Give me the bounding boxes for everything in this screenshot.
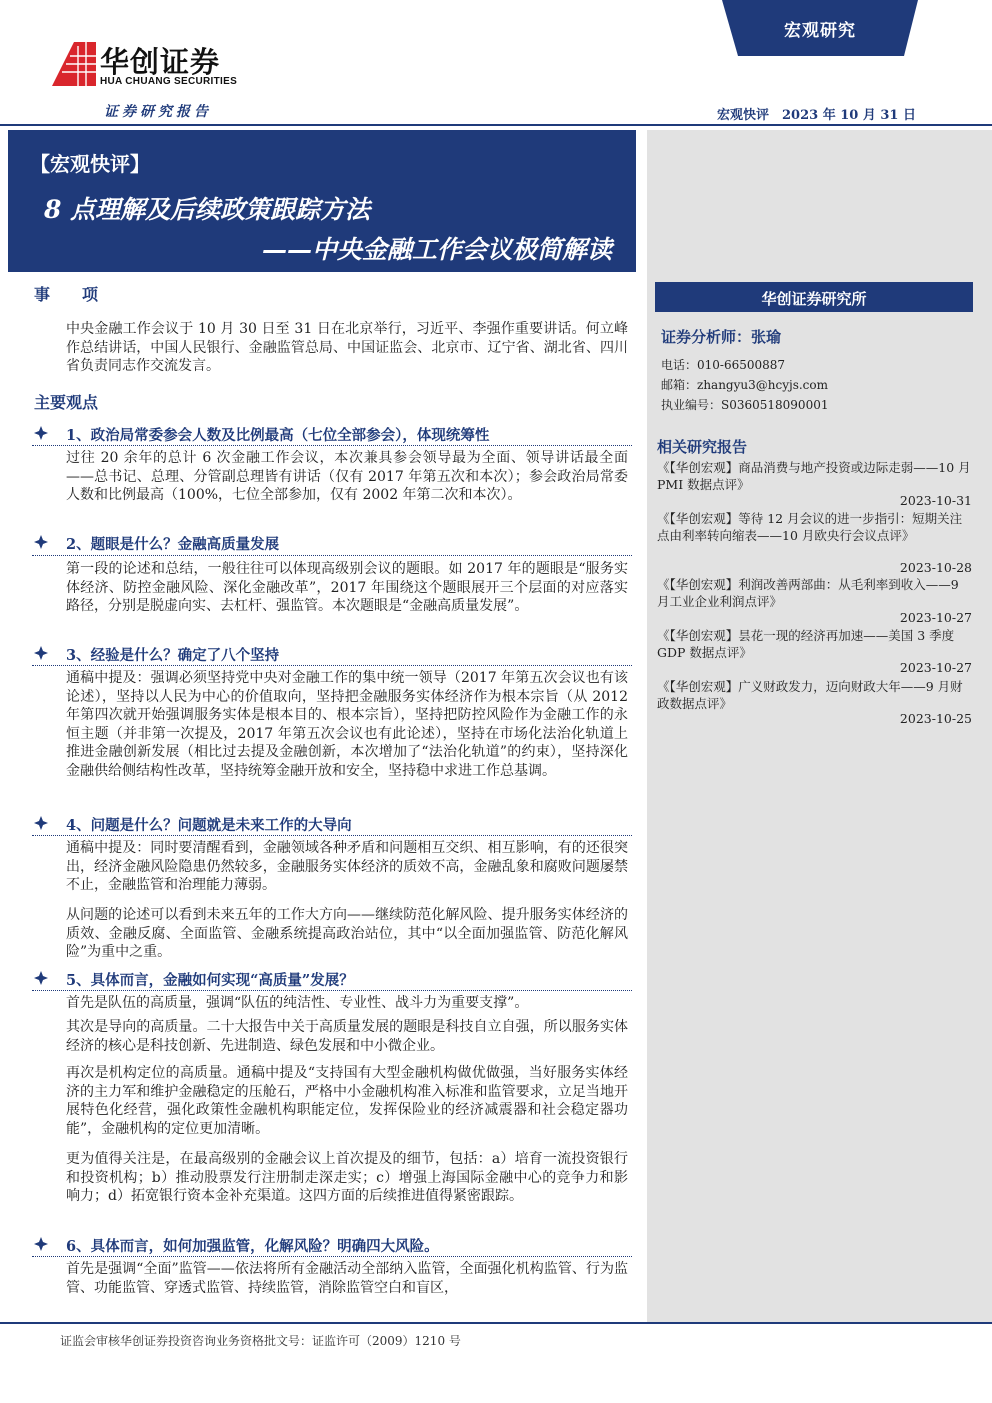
point-paragraph: 首先是强调“全面”监管——依法将所有金融活动全部纳入监管，全面强化机构监管、行为监管、功能监管、穿透式监管、持续监管，消除监管空白和盲区， bbox=[66, 1261, 628, 1296]
point-title: 2、题眼是什么？金融高质量发展 bbox=[66, 536, 280, 553]
point-heading bbox=[34, 644, 634, 664]
point-title: 1、政治局常委参会人数及比例最高（七位全部参会），体现统筹性 bbox=[66, 427, 490, 444]
related-report-title[interactable]: 《【华创宏观】等待 12 月会议的进一步指引：短期关注点由利率转向缩表——10 月欧央行会议点评》 bbox=[657, 511, 963, 543]
dotted-divider bbox=[32, 1256, 632, 1257]
related-report-title[interactable]: 《【华创宏观】商品消费与地产投资或边际走弱——10 月 PMI 数据点评》 bbox=[657, 460, 971, 492]
diamond-bullet-icon bbox=[34, 1237, 48, 1251]
related-report-title[interactable]: 《【华创宏观】昙花一现的经济再加速——美国 3 季度 GDP 数据点评》 bbox=[657, 628, 955, 660]
institute-name: 华创证券研究所 bbox=[761, 290, 867, 308]
related-report-title[interactable]: 《【华创宏观】利润改善两部曲：从毛利率到收入——9 月工业企业利润点评》 bbox=[657, 577, 959, 609]
point-title: 4、问题是什么？问题就是未来工作的大导向 bbox=[66, 817, 352, 834]
point-heading bbox=[34, 533, 634, 553]
point-heading bbox=[34, 424, 634, 444]
point-title: 3、经验是什么？确定了八个坚持 bbox=[66, 647, 280, 664]
analyst-license: 执业编号：S0360518090001 bbox=[661, 398, 829, 412]
point-paragraph: 通稿中提及：同时要清醒看到，金融领域各种矛盾和问题相互交织、相互影响，有的还很突出，经济金融风险隐患仍然较多，金融服务实体经济的质效不高，金融乱象和腐败问题屡禁不止，金融监管和治理能力薄弱。 bbox=[66, 840, 628, 894]
point-paragraph: 再次是机构定位的高质量。通稿中提及“支持国有大型金融机构做优做强，当好服务实体经济的主力军和维护金融稳定的压舱石，严格中小金融机构准入标准和监管要求，立足当地开展特色化经营，强化政策性金融机构职能定位，发挥保险业的经济减震器和社会稳定器功能”，金融机构的定位更加清晰。 bbox=[66, 1065, 628, 1137]
event-text: 中央金融工作会议于 10 月 30 日至 31 日在北京举行，习近平、李强作重要讲话。何立峰作总结讲话，中国人民银行、金融监管总局、中国证监会、北京市、辽宁省、湖北省、四川省负责同志作交流发言。 bbox=[66, 321, 628, 375]
point-paragraph: 过往 20 余年的总计 6 次金融工作会议，本次兼具参会领导最为全面、领导讲话最全面——总书记、总理、分管副总理皆有讲话（仅有 2017 年第五次和本次）；参会政治局常委人数和比例最高（100%，七位全部参加，仅有 2002 年第二次和本次）。 bbox=[66, 450, 628, 504]
footer-license: 证监会审核华创证券投资咨询业务资格批文号：证监许可（2009）1210 号 bbox=[60, 1334, 461, 1348]
diamond-bullet-icon bbox=[34, 426, 48, 440]
related-reports-title: 相关研究报告 bbox=[657, 438, 748, 456]
point-heading bbox=[34, 814, 634, 834]
related-report-title[interactable]: 《【华创宏观】广义财政发力，迈向财政大年——9 月财政数据点评》 bbox=[657, 679, 963, 711]
company-name-cn: 华创证券 bbox=[100, 45, 221, 79]
point-paragraph: 通稿中提及：强调必须坚持党中央对金融工作的集中统一领导（2017 年第五次会议也有该论述），坚持以人民为中心的价值取向，坚持把金融服务实体经济作为根本宗旨（从 2012 年第四次就开始强调服务实体是根本目的、根本宗旨），坚持把防控风险作为金融工作的永恒主题（并非第一次提及，2017 年第五次会议也有此论述），坚持在市场化法治化轨道上推进金融创新发展（相比过去提及金融创新，本次增加了“法治化轨道”的约束），坚持深化金融供给侧结构性改革，坚持统筹金融开放和安全，坚持稳中求进工作总基调。 bbox=[66, 670, 628, 779]
diamond-bullet-icon bbox=[34, 646, 48, 660]
category-tab: 宏观研究 bbox=[784, 21, 856, 41]
analyst-phone: 电话：010-66500887 bbox=[661, 358, 786, 372]
dotted-divider bbox=[32, 665, 632, 666]
point-paragraph: 第一段的论述和总结，一般往往可以体现高级别会议的题眼。如 2017 年的题眼是“服务实体经济、防控金融风险、深化金融改革”，2017 年围绕这个题眼展开三个层面的对应落实路径，分别是脱虚向实、去杠杆、强监管。本次题眼是“金融高质量发展”。 bbox=[66, 561, 628, 615]
event-heading: 事 项 bbox=[34, 285, 99, 304]
point-paragraph: 首先是队伍的高质量，强调“队伍的纯洁性、专业性、战斗力为重要支撑”。 bbox=[66, 995, 529, 1011]
dotted-divider bbox=[32, 835, 632, 836]
point-paragraph: 从问题的论述可以看到未来五年的工作大方向——继续防范化解风险、提升服务实体经济的质效、金融反腐、全面监管、金融系统提高政治站位，其中“以全面加强监管、防范化解风险”为重中之重。 bbox=[66, 907, 628, 961]
point-heading bbox=[34, 969, 634, 989]
related-report-date: 2023-10-27 bbox=[899, 610, 972, 625]
point-heading bbox=[34, 1235, 634, 1255]
report-type: 证券研究报告 bbox=[104, 104, 212, 120]
dotted-divider bbox=[32, 555, 632, 556]
company-name-en: HUA CHUANG SECURITIES bbox=[100, 76, 238, 87]
analyst-email[interactable]: 邮箱：zhangyu3@hcyjs.com bbox=[661, 378, 829, 392]
analyst-name: 证券分析师：张瑜 bbox=[661, 328, 782, 346]
related-report-date: 2023-10-27 bbox=[899, 660, 972, 675]
report-subtitle: ——中央金融工作会议极简解读 bbox=[261, 235, 612, 264]
point-title: 6、具体而言，如何加强监管，化解风险？明确四大风险。 bbox=[66, 1238, 439, 1255]
company-logo-mark bbox=[52, 42, 96, 86]
point-paragraph: 其次是导向的高质量。二十大报告中关于高质量发展的题眼是科技自立自强，所以服务实体经济的核心是科技创新、先进制造、绿色发展和中小微企业。 bbox=[66, 1019, 628, 1054]
report-title: 8 点理解及后续政策跟踪方法 bbox=[44, 195, 371, 224]
related-report-date: 2023-10-25 bbox=[899, 711, 972, 726]
header-divider bbox=[0, 124, 992, 126]
related-report-date: 2023-10-28 bbox=[899, 560, 972, 575]
document-date: 宏观快评 2023 年 10 月 31 日 bbox=[717, 108, 916, 123]
diamond-bullet-icon bbox=[34, 535, 48, 549]
footer-divider bbox=[0, 1322, 992, 1324]
dotted-divider bbox=[32, 445, 632, 446]
diamond-bullet-icon bbox=[34, 971, 48, 985]
dotted-divider bbox=[32, 990, 632, 991]
diamond-bullet-icon bbox=[34, 816, 48, 830]
point-paragraph: 更为值得关注是，在最高级别的金融会议上首次提及的细节，包括：a）培育一流投资银行和投资机构；b）推动股票发行注册制走深走实；c）增强上海国际金融中心的竞争力和影响力；d）拓宽银行资本金补充渠道。这四方面的后续推进值得紧密跟踪。 bbox=[66, 1151, 628, 1205]
point-title: 5、具体而言，金融如何实现“高质量”发展？ bbox=[66, 972, 354, 989]
title-tag: 【宏观快评】 bbox=[30, 152, 150, 176]
related-report-date: 2023-10-31 bbox=[899, 493, 972, 508]
views-heading: 主要观点 bbox=[34, 393, 99, 412]
